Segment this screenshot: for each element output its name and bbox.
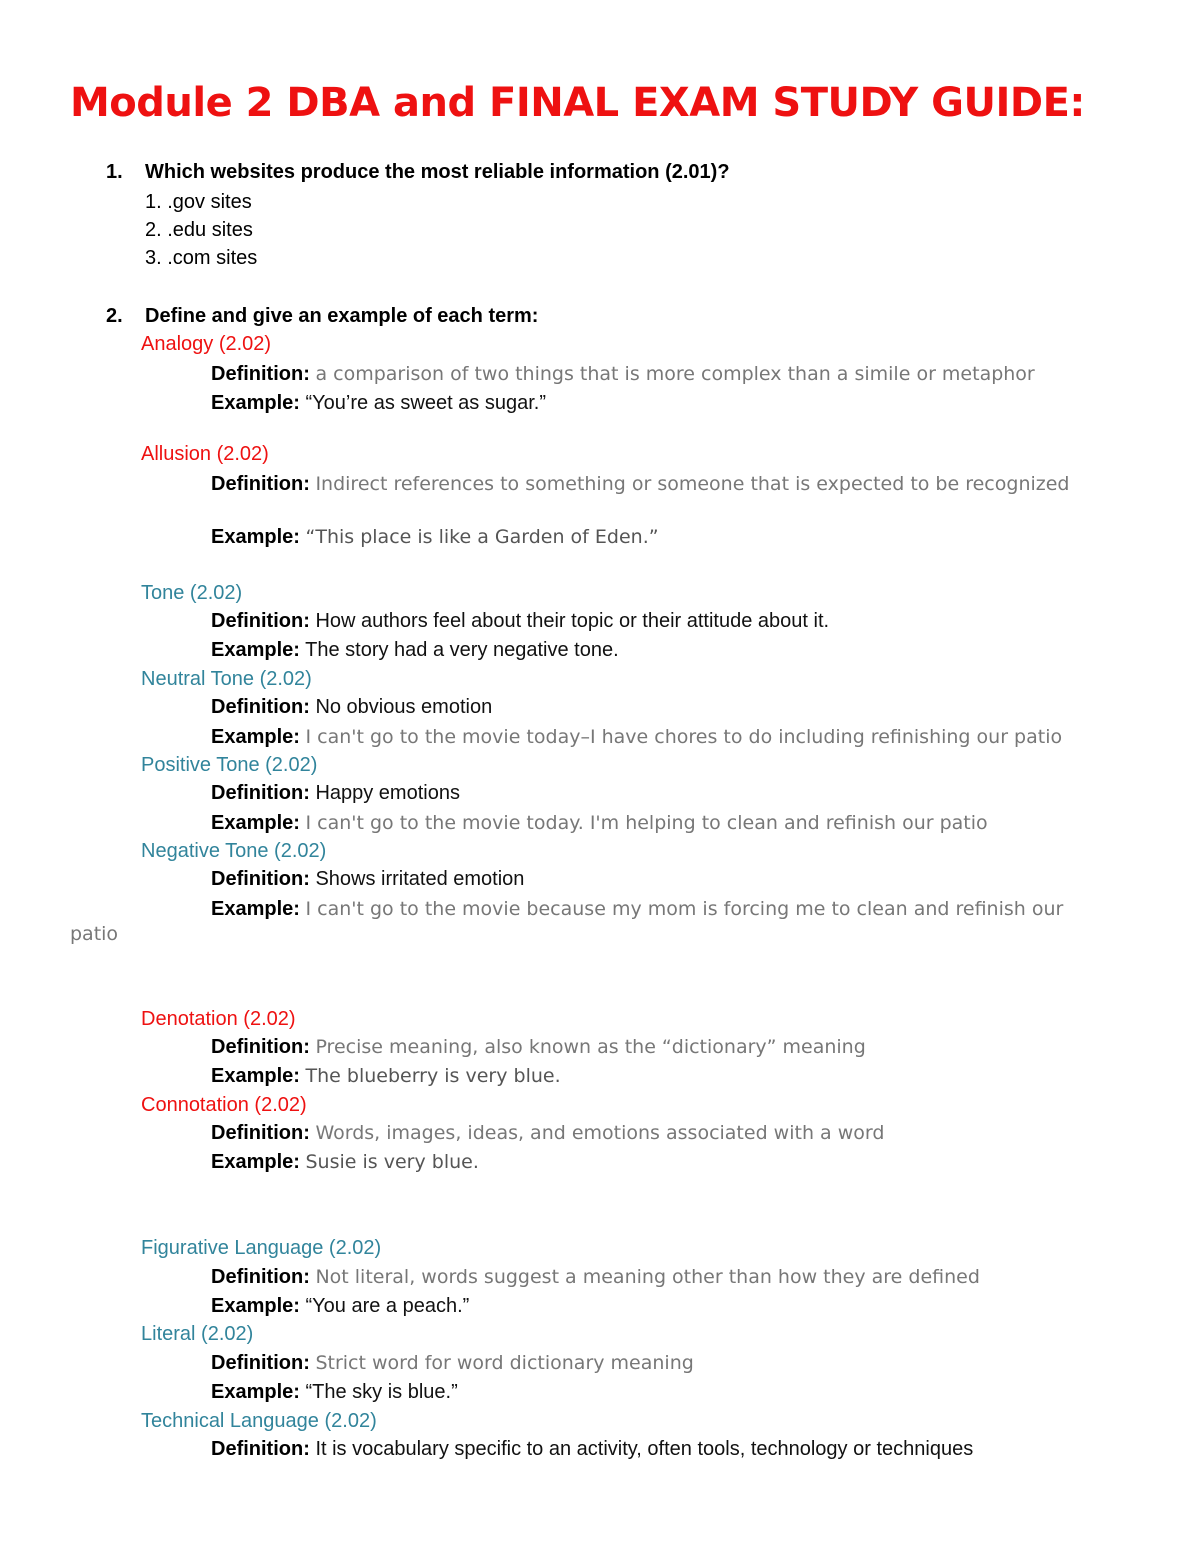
question-2-text: Define and give an example of each term:: [145, 305, 539, 327]
connotation-example: Susie is very blue.: [305, 1151, 479, 1173]
figurative-definition: Not literal, words suggest a meaning other than how they are defined: [315, 1266, 980, 1288]
term-technical-language: Technical Language (2.02): [141, 1410, 377, 1432]
denotation-definition: Precise meaning, also known as the “dictionary” meaning: [315, 1036, 866, 1058]
tone-definition: How authors feel about their topic or their attitude about it.: [315, 610, 830, 632]
positive-example-row: [211, 811, 988, 835]
definition-label: Definition:: [211, 363, 310, 385]
negative-example-row: [211, 897, 1063, 921]
tone-example: The story had a very negative tone.: [305, 639, 619, 661]
question-2-number: 2.: [106, 305, 123, 327]
page-title: Module 2 DBA and FINAL EXAM STUDY GUIDE:: [70, 80, 1085, 126]
negative-definition: Shows irritated emotion: [315, 868, 525, 890]
connotation-definition: Words, images, ideas, and emotions associated with a word: [315, 1122, 885, 1144]
neutral-example: I can't go to the movie today–I have chores to do including refinishing our patio: [305, 726, 1063, 748]
option-3: 3. .com sites: [145, 247, 258, 269]
analogy-definition-row: [211, 362, 1035, 386]
term-figurative-language: Figurative Language (2.02): [141, 1237, 382, 1259]
example-label: Example:: [211, 1381, 300, 1403]
tone-example-row: [211, 638, 619, 662]
example-label: Example:: [211, 726, 300, 748]
literal-example-row: [211, 1380, 458, 1404]
figurative-example-row: [211, 1294, 469, 1318]
example-label: Example:: [211, 392, 300, 414]
option-1: 1. .gov sites: [145, 191, 252, 213]
option-2: 2. .edu sites: [145, 219, 253, 241]
question-1-number: 1.: [106, 161, 123, 183]
technical-definition-row: [211, 1437, 973, 1461]
allusion-example: “This place is like a Garden of Eden.”: [305, 526, 659, 548]
connotation-example-row: [211, 1150, 479, 1174]
definition-label: Definition:: [211, 696, 310, 718]
negative-example: I can't go to the movie because my mom is forcing me to clean and refinish our: [305, 898, 1064, 920]
analogy-example-row: [211, 391, 546, 415]
definition-label: Definition:: [211, 1438, 310, 1460]
denotation-example-row: [211, 1064, 561, 1088]
example-label: Example:: [211, 639, 300, 661]
term-analogy: Analogy (2.02): [141, 333, 272, 355]
figurative-example: “You are a peach.”: [305, 1295, 470, 1317]
example-label: Example:: [211, 526, 300, 548]
tone-definition-row: [211, 609, 829, 633]
term-positive-tone: Positive Tone (2.02): [141, 754, 318, 776]
definition-label: Definition:: [211, 610, 310, 632]
definition-label: Definition:: [211, 1122, 310, 1144]
example-label: Example:: [211, 1151, 300, 1173]
figurative-definition-row: [211, 1265, 980, 1289]
term-literal: Literal (2.02): [141, 1323, 254, 1345]
term-neutral-tone: Neutral Tone (2.02): [141, 668, 312, 690]
term-connotation: Connotation (2.02): [141, 1094, 307, 1116]
neutral-definition-row: [211, 695, 492, 719]
analogy-example: “You’re as sweet as sugar.”: [305, 392, 546, 414]
positive-definition: Happy emotions: [315, 782, 460, 804]
definition-label: Definition:: [211, 782, 310, 804]
term-negative-tone: Negative Tone (2.02): [141, 840, 327, 862]
allusion-definition: Indirect references to something or someone that is expected to be recognized: [315, 473, 1070, 495]
literal-example: “The sky is blue.”: [305, 1381, 458, 1403]
denotation-definition-row: [211, 1035, 866, 1059]
question-1-text: Which websites produce the most reliable information (2.01)?: [145, 161, 730, 183]
connotation-definition-row: [211, 1121, 884, 1145]
neutral-example-row: [211, 725, 1062, 749]
definition-label: Definition:: [211, 473, 310, 495]
analogy-definition: a comparison of two things that is more complex than a simile or metaphor: [315, 363, 1035, 385]
literal-definition: Strict word for word dictionary meaning: [315, 1352, 694, 1374]
denotation-example: The blueberry is very blue.: [305, 1065, 561, 1087]
negative-example-continued: patio: [70, 923, 119, 945]
term-allusion: Allusion (2.02): [141, 443, 269, 465]
example-label: Example:: [211, 1295, 300, 1317]
allusion-definition-row: [211, 472, 1071, 496]
positive-example: I can't go to the movie today. I'm helping to clean and refinish our patio: [305, 812, 988, 834]
term-denotation: Denotation (2.02): [141, 1008, 296, 1030]
term-tone: Tone (2.02): [141, 582, 243, 604]
neutral-definition: No obvious emotion: [315, 696, 493, 718]
negative-definition-row: [211, 867, 524, 891]
positive-definition-row: [211, 781, 460, 805]
example-label: Example:: [211, 812, 300, 834]
literal-definition-row: [211, 1351, 694, 1375]
allusion-example-row: [211, 525, 659, 549]
definition-label: Definition:: [211, 1036, 310, 1058]
definition-label: Definition:: [211, 868, 310, 890]
definition-label: Definition:: [211, 1266, 310, 1288]
definition-label: Definition:: [211, 1352, 310, 1374]
example-label: Example:: [211, 898, 300, 920]
technical-definition: It is vocabulary specific to an activity, often tools, technology or techniques: [315, 1438, 974, 1460]
example-label: Example:: [211, 1065, 300, 1087]
